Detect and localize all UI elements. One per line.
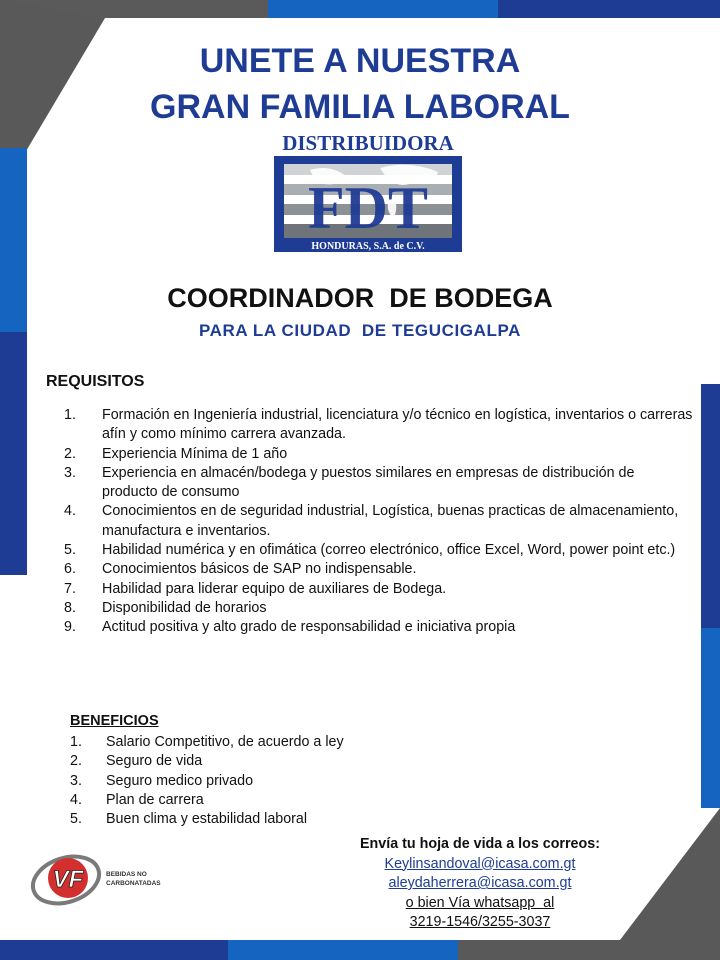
whatsapp-phones[interactable]: 3219-1546/3255-3037 [409,914,551,930]
item-text: Experiencia Mínima de 1 año [102,445,288,462]
item-number: 9. [64,619,76,636]
title-line-2: GRAN FAMILIA LABORAL [150,88,570,126]
benefits-list [70,733,400,829]
requirement-item [64,445,694,464]
logo-top-text: DISTRIBUIDORA [282,131,454,155]
benefit-item [70,733,400,752]
email-link-1[interactable]: Keylinsandoval@icasa.com.gt [384,855,576,872]
item-text: Seguro medico privado [106,772,254,789]
requirement-item [64,502,694,541]
item-text: Conocimientos en de seguridad industrial, Logística, buenas practicas de almacenamiento, manufactura e inventarios. [102,503,679,539]
title-line-1: UNETE A NUESTRA [199,42,521,80]
top-blue-bar [268,0,498,18]
item-text: Formación en Ingeniería industrial, licenciatura y/o técnico en logística, inventarios o carreras afín y como mínimo carrera avanzada. [102,407,693,443]
item-text: Buen clima y estabilidad laboral [106,811,308,828]
item-number: 2. [64,445,76,462]
bottom-grey-bar [458,940,720,960]
item-number: 4. [70,791,82,808]
brand-mark: VF [52,866,84,893]
benefit-item [70,772,400,791]
contact-block [330,835,630,933]
top-navy-bar [498,0,720,18]
email-link-2[interactable]: aleydaherrera@icasa.com.gt [388,875,572,891]
item-number: 1. [70,734,82,750]
benefit-item [70,752,400,771]
item-number: 1. [64,407,76,423]
page-title [0,38,720,130]
requirement-item [64,406,694,445]
requirement-item [64,560,694,579]
bottom-navy-bar [0,940,228,960]
item-number: 8. [64,599,76,616]
item-number: 5. [64,542,76,559]
item-text: Habilidad para liderar equipo de auxiliares de Bodega. [102,580,447,597]
item-text: Experiencia en almacén/bodega y puestos similares en empresas de distribución de producto de consumo [102,464,635,501]
right-grey-wedge [620,808,720,940]
benefit-item [70,810,400,829]
requirement-item [64,464,694,503]
item-number: 7. [64,580,76,597]
job-location: PARA LA CIUDAD DE TEGUCIGALPA [198,321,522,340]
brand-tagline-2: CARBONATADAS [106,880,161,887]
bottom-blue-bar [228,940,458,960]
item-number: 4. [64,503,76,520]
item-number: 5. [70,811,82,828]
benefit-item [70,791,400,810]
logo-letters: FDT [308,175,428,241]
item-number: 3. [64,464,76,481]
company-logo [270,130,466,256]
whatsapp-label: o bien Vía whatsapp al [405,894,555,911]
left-navy-bar [0,332,27,575]
item-text: Habilidad numérica y en ofimática (correo electrónico, office Excel, Word, power point etc.) [102,542,676,559]
requirements-heading: REQUISITOS [46,373,145,390]
item-text: Conocimientos básicos de SAP no indispensable. [102,561,417,578]
requirement-item [64,580,694,599]
requirements-list [64,406,694,638]
item-number: 2. [70,753,82,770]
benefits-heading: BENEFICIOS [70,713,159,729]
item-text: Seguro de vida [106,753,203,770]
brand-logo [28,850,168,908]
item-number: 6. [64,561,76,578]
item-text: Actitud positiva y alto grado de responsabilidad e iniciativa propia [102,619,516,636]
item-text: Plan de carrera [106,791,204,808]
item-number: 3. [70,772,82,789]
logo-bottom-text: HONDURAS, S.A. de C.V. [311,241,425,252]
brand-tagline-1: BEBIDAS NO [106,871,147,878]
requirement-item [64,618,694,637]
right-blue-bar [701,628,720,808]
job-title: COORDINADOR DE BODEGA [167,283,553,313]
item-text: Salario Competitivo, de acuerdo a ley [106,734,344,750]
item-text: Disponibilidad de horarios [102,599,267,616]
contact-cta: Envía tu hoja de vida a los correos: [360,836,600,852]
right-navy-bar [701,384,720,628]
requirement-item [64,541,694,560]
requirement-item [64,599,694,618]
